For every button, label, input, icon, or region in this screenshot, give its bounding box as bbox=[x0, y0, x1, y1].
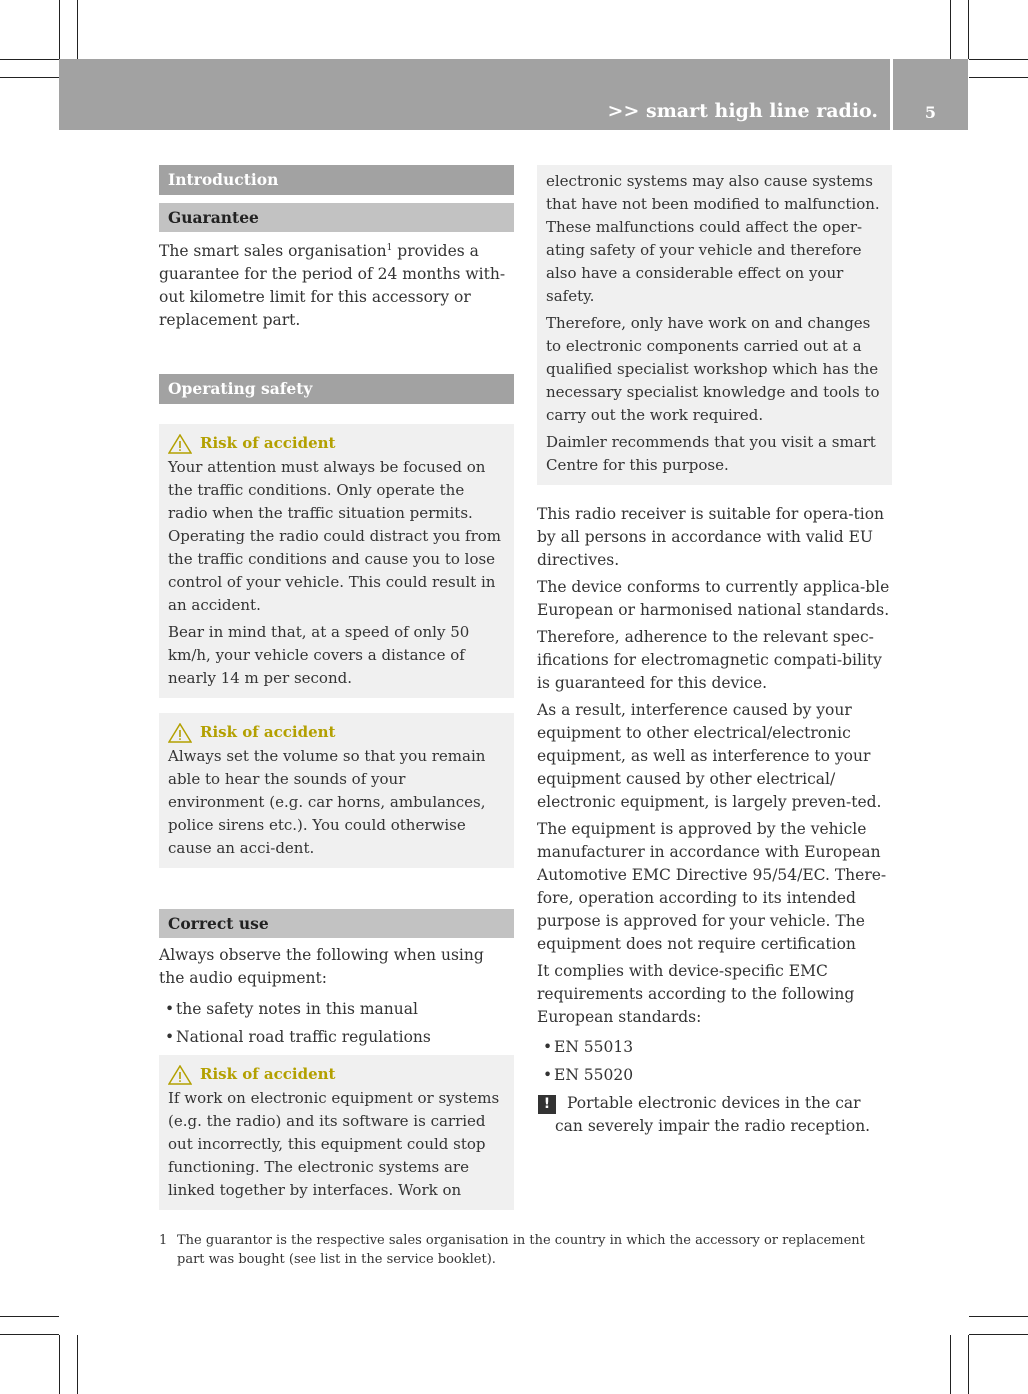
body-paragraph: The equipment is approved by the vehicle manufacturer in accordance with European Automotive EMC Directive 95/54/EC. There-fore, operation according to its intended purpose is approved for your vehicle. The equipment does not require certification bbox=[537, 820, 887, 953]
page-header bbox=[59, 59, 890, 130]
note bbox=[537, 1092, 892, 1138]
body-paragraph: Therefore, adherence to the relevant spec-ifications for electromagnetic compati-bility is guaranteed for this device. bbox=[537, 628, 882, 692]
warning-text: Always set the volume so that you remain able to hear the sounds of your environment (e.g. car horns, ambulances, police sirens etc.). You could otherwise cause an acci-dent. bbox=[168, 747, 486, 857]
warning-box-continued bbox=[537, 165, 892, 485]
header-title: >> smart high line radio. bbox=[607, 100, 878, 122]
list-item-text: the safety notes in this manual bbox=[176, 1000, 418, 1018]
note-text: Portable electronic devices in the car can severely impair the radio reception. bbox=[555, 1094, 871, 1135]
guarantee-text-after: provides a guarantee for the period of 24 months with-out kilometre limit for this accessory or replacement part. bbox=[159, 242, 506, 329]
warning-heading-text: Risk of accident bbox=[200, 1065, 336, 1083]
footnote-ref: 1 bbox=[386, 242, 393, 253]
warning-heading bbox=[168, 1061, 506, 1087]
body-paragraph: This radio receiver is suitable for opera-tion by all persons in accordance with valid EU directives. bbox=[537, 505, 885, 569]
body-paragraph: It complies with device-specific EMC requirements according to the following European standards: bbox=[537, 962, 855, 1026]
warning-text: If work on electronic equipment or systems (e.g. the radio) and its software is carried out incorrectly, this equipment could stop functioning. The electronic systems are linked together by interfaces. Work on bbox=[168, 1089, 500, 1199]
warning-box bbox=[159, 424, 514, 698]
warning-text: Bear in mind that, at a speed of only 50 km/h, your vehicle covers a distance of nearly 14 m per second. bbox=[168, 623, 470, 687]
list-item-text: National road traffic regulations bbox=[176, 1028, 431, 1046]
warning-text: Your attention must always be focused on the traffic conditions. Only operate the radio when the traffic situation permits. Operating the radio could distract you from the traffic conditions and cause you to lose control of your vehicle. This could result in an accident. bbox=[168, 458, 501, 614]
warning-heading bbox=[168, 430, 506, 456]
warning-heading-text: Risk of accident bbox=[200, 723, 336, 741]
footnote bbox=[159, 1231, 894, 1269]
footnote-text: The guarantor is the respective sales organisation in the country in which the accessory or replacement part was bought (see list in the service booklet). bbox=[177, 1233, 865, 1267]
section-title-guarantee: Guarantee bbox=[159, 203, 514, 232]
warning-text: electronic systems may also cause systems that have not been modified to malfunction. These malfunctions could affect the oper-ating safety of your vehicle and therefore also have a considerable effect on your safety. bbox=[546, 172, 880, 305]
list-item bbox=[543, 1064, 892, 1087]
guarantee-text-before: The smart sales organisation bbox=[159, 242, 387, 260]
list-item bbox=[165, 998, 514, 1021]
left-column bbox=[159, 165, 514, 1210]
exclamation-icon: ! bbox=[538, 1095, 556, 1114]
bullet: • bbox=[543, 1038, 553, 1056]
warning-box bbox=[159, 1055, 514, 1210]
warning-heading-text: Risk of accident bbox=[200, 434, 336, 452]
body-paragraph: The device conforms to currently applica-ble European or harmonised national standards. bbox=[537, 578, 890, 619]
list-item-text: EN 55020 bbox=[554, 1066, 634, 1084]
list-item bbox=[543, 1036, 892, 1059]
warning-text: Therefore, only have work on and changes to electronic components carried out at a qualified specialist workshop which has the necessary specialist knowledge and tools to carry out the work required. bbox=[546, 314, 880, 424]
warning-triangle-icon bbox=[168, 723, 192, 743]
bullet: • bbox=[165, 1028, 175, 1046]
footnote-mark: 1 bbox=[159, 1233, 168, 1248]
section-title-correct-use: Correct use bbox=[159, 909, 514, 938]
list-item bbox=[165, 1026, 514, 1049]
list-item-text: EN 55013 bbox=[554, 1038, 634, 1056]
section-title-introduction: Introduction bbox=[159, 165, 514, 195]
correct-use-intro: Always observe the following when using the audio equipment: bbox=[159, 946, 484, 987]
body-paragraph: As a result, interference caused by your equipment to other electrical/electronic equipment, as well as interference to your equipment caused by other electrical/ electronic equipment, is largely preven-ted. bbox=[537, 701, 882, 811]
warning-text: Daimler recommends that you visit a smart Centre for this purpose. bbox=[546, 433, 876, 474]
bullet: • bbox=[543, 1066, 553, 1084]
warning-box bbox=[159, 713, 514, 868]
page-number-box bbox=[893, 59, 968, 130]
warning-triangle-icon bbox=[168, 434, 192, 454]
bullet: • bbox=[165, 1000, 175, 1018]
section-title-operating-safety: Operating safety bbox=[159, 374, 514, 404]
page-number: 5 bbox=[924, 103, 937, 122]
right-column bbox=[537, 165, 892, 1138]
warning-triangle-icon bbox=[168, 1065, 192, 1085]
warning-heading bbox=[168, 719, 506, 745]
guarantee-paragraph bbox=[159, 240, 514, 332]
